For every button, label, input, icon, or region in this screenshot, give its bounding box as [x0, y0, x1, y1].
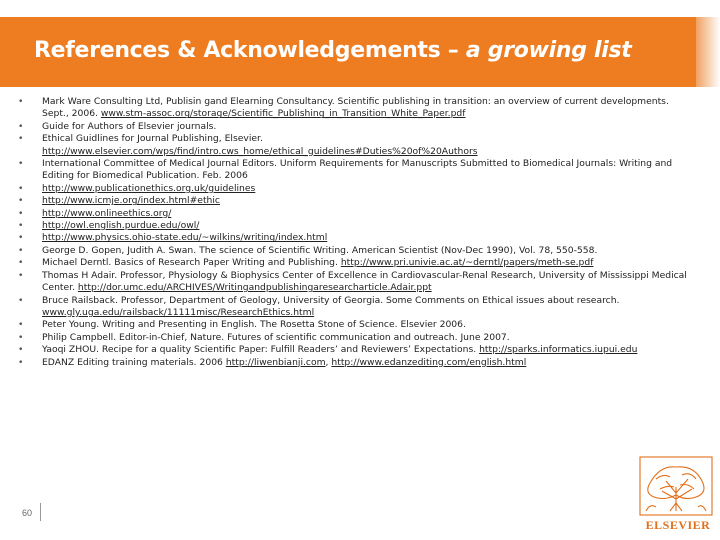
- bullet: •: [18, 195, 24, 207]
- reference-link[interactable]: http://owl.english.purdue.edu/owl/: [42, 220, 200, 232]
- reference-body: [42, 270, 698, 295]
- reference-link[interactable]: http://liwenbianji.com: [225, 356, 326, 368]
- reference-item: [18, 344, 698, 356]
- page-number: 60: [22, 508, 33, 518]
- reference-link[interactable]: www.stm-assoc.org/storage/Scientific_Publishing_in_Transition_White_Paper.pdf: [100, 108, 466, 120]
- reference-link[interactable]: http://www.edanzediting.com/english.html: [331, 356, 527, 368]
- bullet: •: [18, 344, 24, 356]
- bullet: •: [18, 331, 24, 343]
- reference-text: Mark Ware Consulting Ltd, Publisin gand Elearning Consultancy. Scientific publishing in transition: an overview of current developments. Sept., 2006.: [42, 96, 669, 120]
- reference-link[interactable]: http://www.icmje.org/index.html#ethic: [42, 195, 220, 207]
- reference-item: [18, 121, 698, 133]
- reference-body: [42, 357, 698, 369]
- bullet: •: [18, 294, 24, 306]
- reference-list: [18, 96, 698, 369]
- bullet: •: [18, 356, 24, 368]
- reference-text: Guide for Authors of Elsevier journals.: [42, 120, 217, 132]
- reference-body: [42, 257, 698, 269]
- reference-body: [42, 96, 698, 121]
- reference-item: [18, 270, 698, 295]
- reference-link[interactable]: http://www.elsevier.com/wps/find/intro.cws_home/ethical_guidelines#Duties%20of%20Authors: [42, 145, 478, 157]
- bullet: •: [18, 244, 24, 256]
- reference-item: [18, 232, 698, 244]
- reference-item: [18, 357, 698, 369]
- reference-body: [42, 344, 698, 356]
- reference-link[interactable]: http://www.publicationethics.org.uk/guidelines: [42, 182, 256, 194]
- reference-text: Ethical Guidlines for Journal Publishing, Elsevier.: [42, 133, 263, 145]
- reference-text: Yaoqi ZHOU. Recipe for a quality Scientific Paper: Fulfill Readers’ and Reviewers’ Expectations.: [42, 344, 477, 356]
- reference-text: Philip Campbell. Editor-in-Chief, Nature. Futures of scientific communication and outreach. June 2007.: [42, 331, 510, 343]
- reference-body: [42, 245, 698, 257]
- reference-item: [18, 257, 698, 269]
- bullet: •: [18, 257, 24, 269]
- reference-item: [18, 295, 698, 320]
- reference-item: [18, 319, 698, 331]
- reference-body: [42, 195, 698, 207]
- reference-body: [42, 220, 698, 232]
- reference-text: Michael Derntl. Basics of Research Paper Writing and Publishing.: [42, 257, 338, 269]
- bullet: •: [18, 96, 24, 107]
- reference-text: Peter Young. Writing and Presenting in English. The Rosetta Stone of Science. Elsevier 2006.: [42, 319, 466, 331]
- reference-item: [18, 158, 698, 183]
- elsevier-wordmark: ELSEVIER: [645, 518, 711, 532]
- reference-body: [42, 208, 698, 220]
- reference-body: [42, 319, 698, 331]
- reference-text: George D. Gopen, Judith A. Swan. The science of Scientific Writing. American Scientist (Nov-Dec 1990), Vol. 78, 550-558.: [42, 244, 598, 256]
- title-main: References & Acknowledgements –: [34, 38, 466, 63]
- reference-item: [18, 96, 698, 121]
- reference-text: Bruce Railsback. Professor, Department of Geology, University of Georgia. Some Comments on Ethical issues about research.: [42, 294, 620, 306]
- bullet: •: [18, 319, 24, 331]
- reference-item: [18, 183, 698, 195]
- reference-body: [42, 295, 698, 320]
- title-italic: a growing list: [465, 38, 632, 63]
- page-title: [34, 38, 632, 63]
- reference-link[interactable]: http://dor.umc.edu/ARCHIVES/Writingandpublishingaresearcharticle.Adair.ppt: [77, 282, 432, 294]
- reference-item: [18, 245, 698, 257]
- reference-text: Thomas H Adair. Professor, Physiology & Biophysics Center of Excellence in Cardiovascular-Renal Research, University of Mississippi Medical Center.: [42, 269, 687, 294]
- bullet: •: [18, 232, 24, 244]
- bullet: •: [18, 158, 24, 170]
- bullet: •: [18, 182, 24, 194]
- reference-link[interactable]: http://www.physics.ohio-state.edu/~wilkins/writing/index.html: [42, 232, 328, 244]
- reference-body: [42, 133, 698, 158]
- reference-item: [18, 332, 698, 344]
- bullet: •: [18, 269, 24, 281]
- bullet: •: [18, 120, 24, 132]
- reference-body: [42, 121, 698, 133]
- reference-link[interactable]: http://sparks.informatics.iupui.edu: [479, 344, 638, 356]
- link-separator: ,: [325, 356, 332, 368]
- reference-body: [42, 232, 698, 244]
- reference-item: [18, 220, 698, 232]
- reference-link[interactable]: http://www.pri.univie.ac.at/~derntl/papers/meth-se.pdf: [340, 257, 594, 269]
- reference-text: EDANZ Editing training materials. 2006: [42, 356, 223, 368]
- reference-body: [42, 158, 698, 183]
- page-number-divider: [40, 503, 41, 521]
- bullet: •: [18, 220, 24, 232]
- reference-item: [18, 195, 698, 207]
- reference-text: International Committee of Medical Journal Editors. Uniform Requirements for Manuscripts Submitted to Biomedical Journals: Writing and Editing for Biomedical Publication. Feb. 2006: [42, 158, 673, 182]
- bullet: •: [18, 207, 24, 219]
- reference-link[interactable]: www.gly.uga.edu/railsback/11111misc/ResearchEthics.html: [42, 306, 315, 318]
- reference-item: [18, 133, 698, 158]
- reference-link[interactable]: http://www.onlineethics.org/: [42, 207, 172, 219]
- reference-item: [18, 208, 698, 220]
- title-bar-fade: [696, 17, 720, 87]
- reference-body: [42, 183, 698, 195]
- reference-body: [42, 332, 698, 344]
- bullet: •: [18, 133, 24, 145]
